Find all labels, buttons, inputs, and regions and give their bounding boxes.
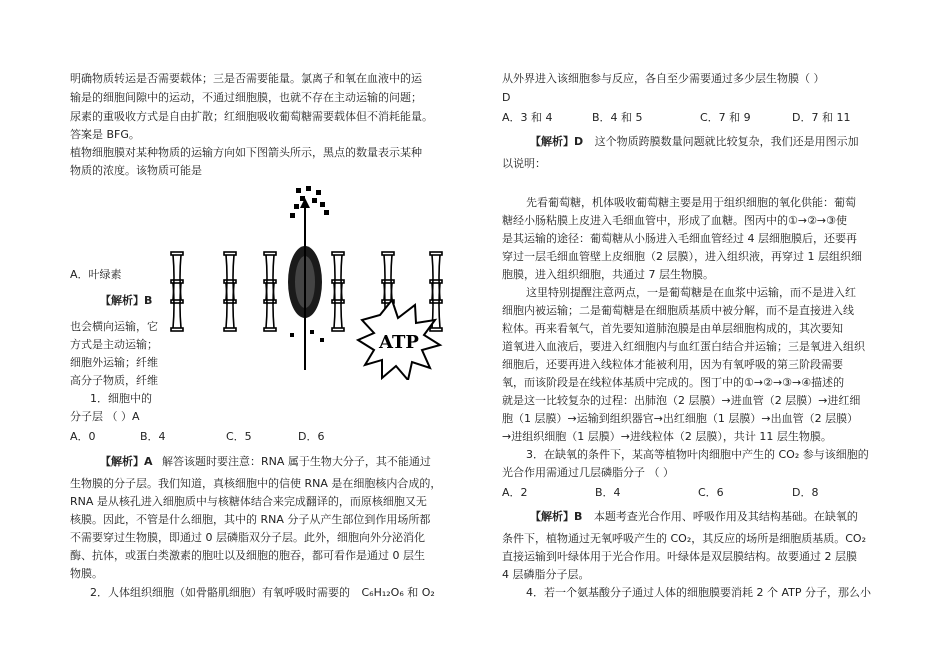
channel-protein-icon — [171, 280, 183, 331]
oxygen-line-7: 就是这一比较复杂的过程：出肺泡（2 层膜）→进血管（2 层膜）→进红细 — [502, 394, 861, 407]
oxygen-line-1: 这里特别提醒注意两点，一是葡萄糖是在血浆中运输，而不是进入红 — [526, 286, 856, 299]
q3-line-2: 光合作用需通过几层磷脂分子 （ ） — [502, 466, 674, 479]
channel-protein-icon — [224, 280, 236, 331]
channel-protein-icon — [171, 252, 183, 303]
partial-line-3: 细胞外运输；纤维 — [70, 356, 158, 369]
membrane-transport-diagram — [150, 180, 460, 380]
q1-option-d: D．6 — [298, 430, 325, 443]
q1-line-2: 分子层 （ ）A — [70, 410, 140, 423]
partial-line-1: 也会横向运输，它 — [70, 320, 158, 333]
q2-jiexi-line-1 — [530, 135, 859, 149]
concentration-dots-bottom — [290, 330, 324, 342]
q1-option-b: B．4 — [140, 430, 166, 443]
q1-jiexi-line-1 — [100, 455, 431, 469]
q3-jiexi-text: 本题考查光合作用、呼吸作用及其结构基础。在缺氧的 — [593, 510, 858, 523]
channel-protein-icon — [264, 252, 276, 303]
intro-line-5: 植物细胞膜对某种物质的运输方向如下图箭头所示，黑点的数量表示某种 — [70, 146, 422, 159]
glucose-line-4: 穿过一层毛细血管壁上皮细胞（2 层膜），进入组织液，再穿过 1 层组织细 — [502, 250, 862, 263]
q2-option-c: C．7 和 9 — [700, 111, 751, 124]
q1-jiexi-line-5: 不需要穿过生物膜，即通过 0 层磷脂双分子层。此外，细胞向外分泌消化 — [70, 531, 425, 544]
intro-line-3: 尿素的重吸收方式是自由扩散；红细胞吸收葡萄糖需要载体但不消耗能量。 — [70, 110, 433, 123]
q1-jiexi-text: 解答该题时要注意：RNA 属于生物大分子，其不能通过 — [162, 455, 431, 468]
channel-protein-icon — [332, 280, 344, 331]
q2-option-a: A．3 和 4 — [502, 111, 553, 124]
q3-option-a: A．2 — [502, 486, 528, 499]
q2-cont-line-1: 从外界进入该细胞参与反应，各自至少需要通过多少层生物膜（ ） — [502, 72, 825, 85]
channel-protein-icon — [224, 252, 236, 303]
concentration-dots-top — [290, 186, 329, 218]
channel-protein-icon — [430, 252, 442, 303]
q1-option-a: A．0 — [70, 430, 96, 443]
intro-line-1: 明确物质转运是否需要载体；三是否需要能量。氯离子和氧在血液中的运 — [70, 72, 422, 85]
oxygen-line-3: 粒体。再来看氧气，首先要知道肺泡膜是由单层细胞构成的，其次要知 — [502, 322, 843, 335]
q2-jiexi-line-2: 以说明： — [502, 157, 546, 170]
q2-option-d: D．7 和 11 — [792, 111, 851, 124]
channel-protein-icon — [382, 252, 394, 303]
q3-jiexi-line-2: 条件下，植物通过无氧呼吸产生的 CO₂，其反应的场所是细胞质基质。CO₂ — [502, 532, 866, 545]
q1-jiexi-label: 【解析】A — [100, 455, 153, 468]
intro-line-4: 答案是 BFG。 — [70, 128, 140, 141]
intro-line-6: 物质的浓度。该物质可能是 — [70, 164, 202, 177]
glucose-line-3: 是其运输的途径：葡萄糖从小肠进入毛细血管经过 4 层细胞膜后，还要再 — [502, 232, 857, 245]
q1-jiexi-line-7: 物膜。 — [70, 567, 103, 580]
q3-option-c: C．6 — [698, 486, 724, 499]
oxygen-line-5: 细胞后，还要再进入线粒体才能被利用，因为有氧呼吸的第三阶段需要 — [502, 358, 843, 371]
q3-jiexi-line-4: 4 层磷脂分子层。 — [502, 568, 590, 581]
q1-option-c: C．5 — [226, 430, 252, 443]
oxygen-line-2: 细胞内被运输；二是葡萄糖是在细胞质基质中被分解，而不是直接进入线 — [502, 304, 854, 317]
glucose-line-1: 先看葡萄糖，机体吸收葡萄糖主要是用于组织细胞的氧化供能：葡萄 — [526, 196, 856, 209]
q3-option-b: B．4 — [595, 486, 621, 499]
q1-jiexi-line-3: RNA 是从核孔进入细胞质中与核糖体结合来完成翻译的，而原核细胞又无 — [70, 495, 427, 508]
partial-line-4: 高分子物质，纤维 — [70, 374, 158, 387]
q3-jiexi-label: 【解析】B — [530, 510, 583, 523]
q1-line-1: 1．细胞中的 — [90, 392, 152, 405]
q1-jiexi-line-4: 核膜。因此，不管是什么细胞，其中的 RNA 分子从产生部位到作用场所都 — [70, 513, 431, 526]
q3-option-d: D．8 — [792, 486, 819, 499]
partial-line-2: 方式是主动运输； — [70, 338, 158, 351]
atp-label: ATP — [379, 332, 419, 353]
q3-line-1: 3．在缺氧的条件下，某高等植物叶肉细胞中产生的 CO₂ 参与该细胞的 — [526, 448, 869, 461]
q3-jiexi-line-3: 直接运输到叶绿体用于光合作用。叶绿体是双层膜结构。故要通过 2 层膜 — [502, 550, 857, 563]
q2-line-1 — [90, 586, 435, 600]
oxygen-line-8: 胞（1 层膜）→运输到组织器官→出红细胞（1 层膜）→出血管（2 层膜） — [502, 412, 859, 425]
q2-option-b: B．4 和 5 — [592, 111, 643, 124]
q1-jiexi-line-2: 生物膜的分子层。我们知道，真核细胞中的信使 RNA 是在细胞核内合成的， — [70, 477, 442, 490]
glucose-line-5: 胞膜，进入组织细胞，共通过 7 层生物膜。 — [502, 268, 714, 281]
jiexi-label: 【解析】B — [100, 294, 153, 307]
q2-jiexi-label: 【解析】D — [530, 135, 584, 148]
q2-cont-line-2: D — [502, 91, 511, 104]
q3-jiexi-line-1 — [530, 510, 858, 524]
q2-text: 2．人体组织细胞（如骨骼肌细胞）有氧呼吸时需要的 — [90, 586, 350, 599]
option-a-leaf: A．叶绿素 — [70, 268, 122, 281]
channel-protein-icon — [332, 252, 344, 303]
channel-protein-icon — [264, 280, 276, 331]
atp-burst-icon — [358, 300, 440, 380]
oxygen-line-6: 氧，而该阶段是在线粒体基质中完成的。图丁中的①→②→③→④描述的 — [502, 376, 845, 389]
q2-jiexi-text: 这个物质跨膜数量问题就比较复杂，我们还是用图示加 — [594, 135, 859, 148]
glucose-line-2: 糖经小肠粘膜上皮进入毛细血管中，形成了血糖。图丙中的①→②→③使 — [502, 214, 848, 227]
oxygen-line-9: →进组织细胞（1 层膜）→进线粒体（2 层膜），共计 11 层生物膜。 — [502, 430, 832, 443]
q1-jiexi-line-6: 酶、抗体，或蛋白类激素的胞吐以及细胞的胞吞，都可看作是通过 0 层生 — [70, 549, 425, 562]
intro-line-2: 输是的细胞间隙中的运动，不通过细胞膜，也就不存在主动运输的问题； — [70, 91, 422, 104]
oxygen-line-4: 道氧进入血液后，要进入红细胞内与血红蛋白结合并运输；三是氧进入组织 — [502, 340, 865, 353]
q4-line-1: 4．若一个氨基酸分子通过人体的细胞膜要消耗 2 个 ATP 分子，那么小 — [526, 586, 872, 599]
q2-formula: C₆H₁₂O₆ 和 O₂ — [361, 586, 435, 599]
